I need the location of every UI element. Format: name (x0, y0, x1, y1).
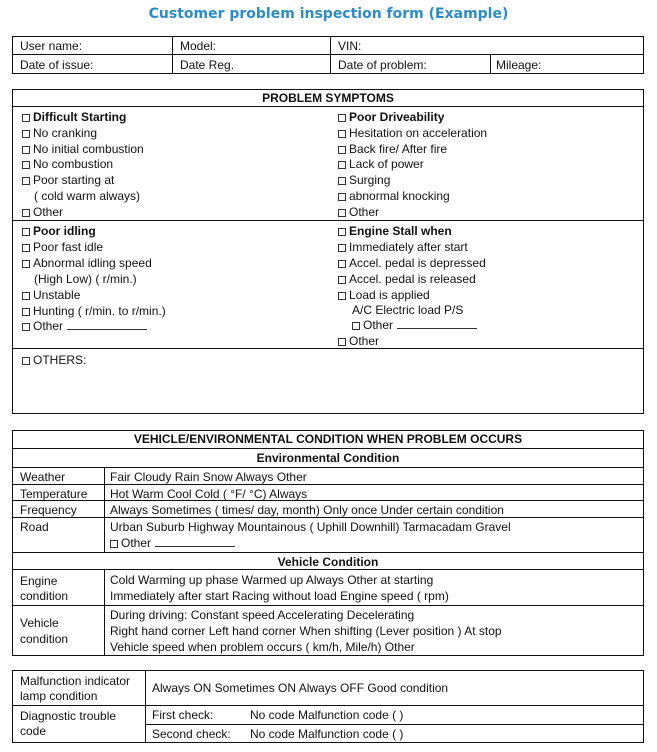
poor-driveability-checkbox[interactable] (338, 114, 346, 122)
mileage-label: Mileage: (496, 58, 542, 72)
poor-idling-label: Poor idling (33, 224, 96, 238)
back-fire-checkbox[interactable] (338, 146, 346, 154)
others-label: OTHERS: (33, 353, 87, 367)
high-low-options[interactable]: (High Low) ( r/min.) (34, 272, 137, 286)
first-check-options[interactable]: No code Malfunction code ( ) (250, 708, 404, 722)
vehicle-line-2[interactable]: Right hand corner Left hand corner When shifting (Lever position ) At stop (110, 624, 502, 638)
other-load-checkbox[interactable] (352, 322, 360, 330)
engine-condition-label-2: condition (20, 589, 69, 603)
others-checkbox[interactable] (22, 357, 30, 365)
user-name-label: User name: (20, 39, 83, 53)
engine-line-1[interactable]: Cold Warming up phase Warmed up Always Other at starting (110, 573, 434, 587)
accel-depressed-label: Accel. pedal is depressed (349, 256, 486, 270)
temperature-label: Temperature (20, 487, 88, 501)
surging-checkbox[interactable] (338, 177, 346, 185)
hesitation-checkbox[interactable] (338, 130, 346, 138)
other-starting-label: Other (33, 205, 64, 219)
road-other-label: Other (121, 536, 152, 550)
unstable-checkbox[interactable] (22, 292, 30, 300)
first-check-label: First check: (152, 708, 214, 722)
other-load-label: Other (363, 318, 394, 332)
poor-driveability-label: Poor Driveability (349, 110, 445, 124)
road-label: Road (20, 520, 49, 534)
page-title: Customer problem inspection form (Example) (148, 6, 509, 22)
no-cranking-label: No cranking (33, 126, 98, 140)
vehicle-line-3[interactable]: Vehicle speed when problem occurs ( km/h, Mile/h) Other (110, 640, 415, 654)
poor-starting-options[interactable]: ( cold warm always) (34, 189, 141, 203)
accel-released-label: Accel. pedal is released (349, 272, 476, 286)
back-fire-label: Back fire/ After fire (349, 142, 448, 156)
vehicle-condition-label-1: Vehicle (20, 616, 59, 630)
problem-symptoms-heading: PROBLEM SYMPTOMS (262, 91, 394, 105)
problem-symptoms-box (12, 89, 644, 414)
hunting-label: Hunting ( r/min. to r/min.) (33, 304, 166, 318)
other-idling-checkbox[interactable] (22, 323, 30, 331)
mil-label-1: Malfunction indicator (20, 674, 131, 688)
temperature-options[interactable]: Hot Warm Cool Cold ( °F/ °C) Always (110, 487, 308, 501)
mil-label-2: lamp condition (20, 689, 98, 703)
immediately-after-start-checkbox[interactable] (338, 244, 346, 252)
no-combustion-checkbox[interactable] (22, 161, 30, 169)
other-stall-label: Other (349, 334, 380, 348)
poor-fast-idle-label: Poor fast idle (33, 240, 104, 254)
dtc-label-2: code (20, 724, 47, 738)
date-of-issue-label: Date of issue: (20, 58, 94, 72)
abnormal-idling-speed-checkbox[interactable] (22, 260, 30, 268)
condition-heading: VEHICLE/ENVIRONMENTAL CONDITION WHEN PROBLEM OCCURS (133, 432, 523, 446)
abnormal-idling-speed-label: Abnormal idling speed (33, 256, 152, 270)
poor-starting-label: Poor starting at (33, 173, 115, 187)
unstable-label: Unstable (33, 288, 81, 302)
vehicle-condition-label-2: condition (20, 632, 69, 646)
engine-stall-label: Engine Stall when (349, 224, 452, 238)
accel-depressed-checkbox[interactable] (338, 260, 346, 268)
no-initial-combustion-checkbox[interactable] (22, 146, 30, 154)
load-options[interactable]: A/C Electric load P/S (352, 303, 464, 317)
hunting-checkbox[interactable] (22, 308, 30, 316)
other-starting-checkbox[interactable] (22, 209, 30, 217)
weather-label: Weather (20, 470, 66, 484)
vehicle-line-1[interactable]: During driving: Constant speed Accelerating Decelerating (110, 608, 415, 622)
difficult-starting-checkbox[interactable] (22, 114, 30, 122)
immediately-after-start-label: Immediately after start (349, 240, 468, 254)
mil-options[interactable]: Always ON Sometimes ON Always OFF Good condition (152, 681, 449, 695)
model-label: Model: (180, 39, 217, 53)
vehicle-condition-heading: Vehicle Condition (277, 555, 379, 569)
vin-label: VIN: (338, 39, 362, 53)
no-cranking-checkbox[interactable] (22, 130, 30, 138)
engine-condition-label-1: Engine (20, 574, 58, 588)
second-check-options[interactable]: No code Malfunction code ( ) (250, 727, 404, 741)
poor-idling-checkbox[interactable] (22, 228, 30, 236)
hesitation-label: Hesitation on acceleration (349, 126, 488, 140)
no-combustion-label: No combustion (33, 157, 114, 171)
abnormal-knocking-checkbox[interactable] (338, 193, 346, 201)
other-stall-checkbox[interactable] (338, 338, 346, 346)
accel-released-checkbox[interactable] (338, 276, 346, 284)
dtc-label-1: Diagnostic trouble (20, 709, 117, 723)
poor-fast-idle-checkbox[interactable] (22, 244, 30, 252)
date-reg-label: Date Reg. (180, 58, 235, 72)
abnormal-knocking-label: abnormal knocking (349, 189, 450, 203)
difficult-starting-label: Difficult Starting (33, 110, 127, 124)
load-applied-label: Load is applied (349, 288, 430, 302)
other-driveability-checkbox[interactable] (338, 209, 346, 217)
date-of-problem-label: Date of problem: (338, 58, 427, 72)
lack-of-power-checkbox[interactable] (338, 161, 346, 169)
load-applied-checkbox[interactable] (338, 292, 346, 300)
weather-options[interactable]: Fair Cloudy Rain Snow Always Other (110, 470, 307, 484)
road-other-checkbox[interactable] (110, 540, 118, 548)
frequency-label: Frequency (20, 503, 77, 517)
engine-stall-checkbox[interactable] (338, 228, 346, 236)
other-idling-label: Other (33, 319, 64, 333)
lack-of-power-label: Lack of power (349, 157, 424, 171)
no-initial-combustion-label: No initial combustion (33, 142, 144, 156)
header-info-box (12, 36, 644, 74)
environmental-condition-heading: Environmental Condition (256, 451, 400, 465)
surging-label: Surging (349, 173, 391, 187)
second-check-label: Second check: (152, 727, 231, 741)
engine-line-2[interactable]: Immediately after start Racing without load Engine speed ( rpm) (110, 589, 449, 603)
other-driveability-label: Other (349, 205, 380, 219)
road-options[interactable]: Urban Suburb Highway Mountainous ( Uphill Downhill) Tarmacadam Gravel (110, 520, 511, 534)
frequency-options[interactable]: Always Sometimes ( times/ day, month) Only once Under certain condition (110, 503, 504, 517)
poor-starting-checkbox[interactable] (22, 177, 30, 185)
